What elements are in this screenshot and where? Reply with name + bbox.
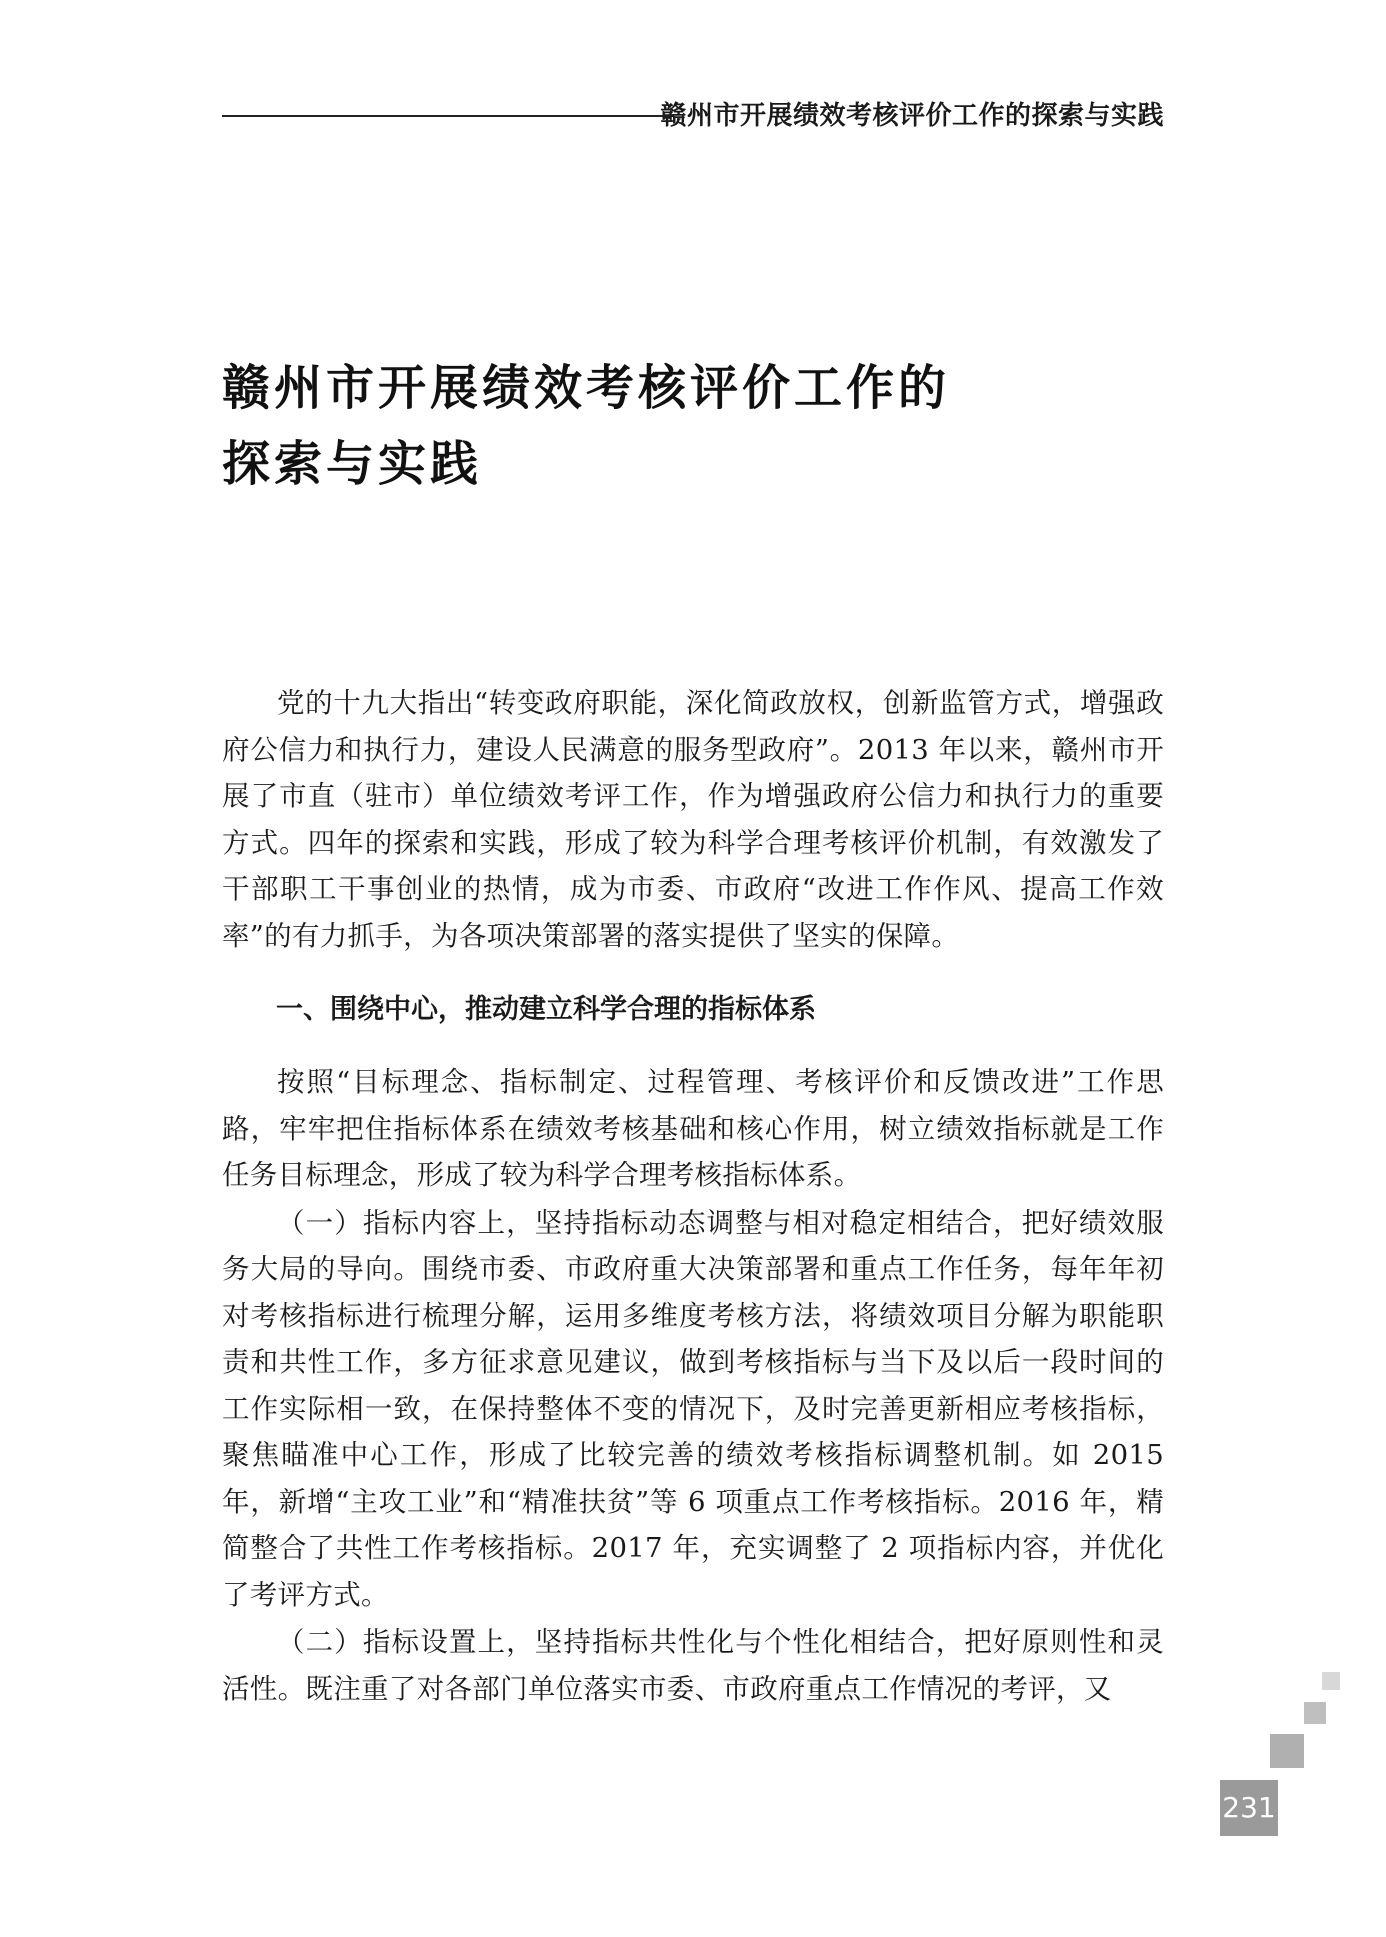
decorative-square-large xyxy=(1270,1734,1304,1768)
page-number: 231 xyxy=(1222,1791,1276,1824)
section-paragraph-3: （二）指标设置上，坚持指标共性化与个性化相结合，把好原则性和灵活性。既注重了对各部门单位落实市委、市政府重点工作情况的考评，又 xyxy=(222,1626,1164,1705)
decorative-square-small xyxy=(1322,1672,1340,1690)
article-title-line-2: 探索与实践 xyxy=(222,436,483,492)
header-rule xyxy=(222,115,674,117)
section-heading: 一、围绕中心，推动建立科学合理的指标体系 xyxy=(276,994,816,1025)
article-body xyxy=(222,680,1164,1712)
article-title xyxy=(222,350,1182,502)
running-header xyxy=(222,96,1164,136)
running-header-title: 赣州市开展绩效考核评价工作的探索与实践 xyxy=(660,101,1164,131)
article-title-line-1: 赣州市开展绩效考核评价工作的 xyxy=(222,360,951,416)
decorative-square-medium xyxy=(1304,1702,1326,1724)
intro-paragraph: 党的十九大指出“转变政府职能，深化简政放权，创新监管方式，增强政府公信力和执行力，建设人民满意的服务型政府”。2013 年以来，赣州市开展了市直（驻市）单位绩效考评工作，作为增强政府公信力和执行力的重要方式。四年的探索和实践，形成了较为科学合理考核评价机制，有效激发了干部职工干事创业的热情，成为市委、市政府“改进工作作风、提高工作效率”的有力抓手，为各项决策部署的落实提供了坚实的保障。 xyxy=(222,687,1164,952)
section-paragraph-2: （一）指标内容上，坚持指标动态调整与相对稳定相结合，把好绩效服务大局的导向。围绕市委、市政府重大决策部署和重点工作任务，每年年初对考核指标进行梳理分解，运用多维度考核方法，将绩效项目分解为职能职责和共性工作，多方征求意见建议，做到考核指标与当下及以后一段时间的工作实际相一致，在保持整体不变的情况下，及时完善更新相应考核指标，聚焦瞄准中心工作，形成了比较完善的绩效考核指标调整机制。如 2015 年，新增“主攻工业”和“精准扶贫”等 6 项重点工作考核指标。2016 年，精简整合了共性工作考核指标。2017 年，充实调整了 2 项指标内容，并优化了考评方式。 xyxy=(222,1206,1164,1611)
section-paragraph-1: 按照“目标理念、指标制定、过程管理、考核评价和反馈改进”工作思路，牢牢把住指标体系在绩效考核基础和核心作用，树立绩效指标就是工作任务目标理念，形成了较为科学合理考核指标体系。 xyxy=(222,1066,1164,1191)
